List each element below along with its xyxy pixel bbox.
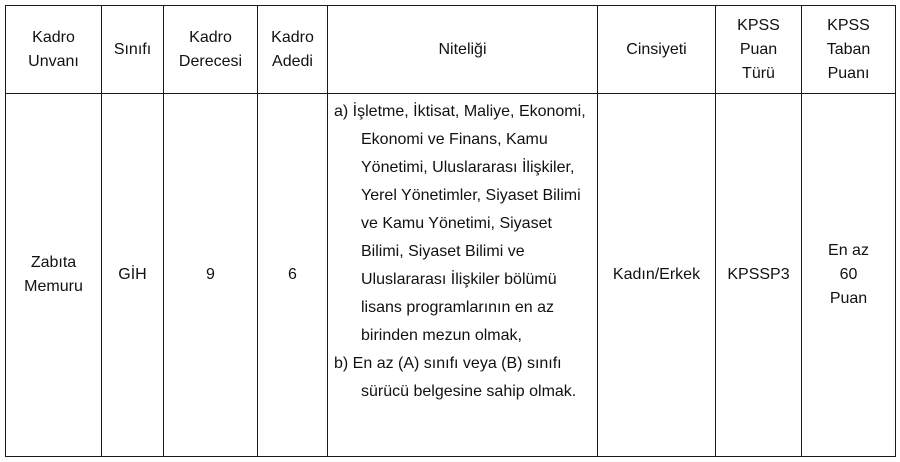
header-niteligi: Niteliği (328, 6, 598, 94)
header-cinsiyeti: Cinsiyeti (598, 6, 716, 94)
header-kadro-unvani: Kadro Unvanı (6, 6, 102, 94)
cell-cinsiyeti: Kadın/Erkek (598, 94, 716, 457)
header-kpss-taban-puani: KPSS Taban Puanı (802, 6, 896, 94)
cell-sinifi: GİH (102, 94, 164, 457)
kadro-table (5, 5, 896, 457)
header-row (6, 6, 896, 94)
header-kadro-derecesi: Kadro Derecesi (164, 6, 258, 94)
header-sinifi: Sınıfı (102, 6, 164, 94)
nitelik-madde-b: b) En az (A) sınıfı veya (B) sınıfı sürücü belgesine sahip olmak. (334, 355, 577, 400)
header-kpss-puan-turu: KPSS Puan Türü (716, 6, 802, 94)
cell-niteligi (328, 94, 598, 457)
cell-kadro-unvani: Zabıta Memuru (6, 94, 102, 457)
cell-kpss-taban-puani: En az 60 Puan (802, 94, 896, 457)
table-row (6, 94, 896, 457)
cell-kpss-puan-turu: KPSSP3 (716, 94, 802, 457)
header-kadro-adedi: Kadro Adedi (258, 6, 328, 94)
cell-kadro-derecesi: 9 (164, 94, 258, 457)
cell-kadro-adedi: 6 (258, 94, 328, 457)
nitelik-madde-a: a) İşletme, İktisat, Maliye, Ekonomi, Ekonomi ve Finans, Kamu Yönetimi, Uluslararası İlişkiler, Yerel Yönetimler, Siyaset Bilimi ve Kamu Yönetimi, Siyaset Bilimi, Siyaset Bilimi ve Uluslararası İlişkiler bölümü lisans programlarının en az birinden mezun olmak, (334, 103, 586, 344)
